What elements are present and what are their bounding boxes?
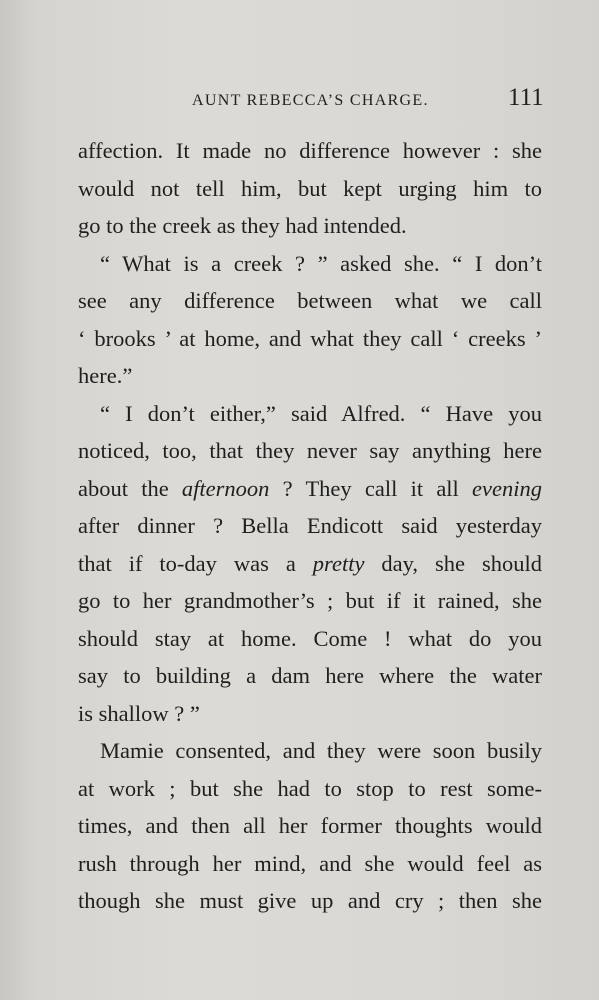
text-segment: go to the creek as they had intended. — [78, 213, 407, 238]
text-line — [78, 432, 542, 470]
text-line — [78, 170, 542, 208]
text-segment: ? They call it all — [269, 475, 473, 501]
running-head — [0, 84, 599, 118]
text-segment: ‘ brooks ’ at home, and what they call ‘ creeks ’ — [78, 325, 542, 351]
text-line — [78, 395, 542, 433]
text-segment: “ What is a creek ? ” asked she. “ I don’t — [100, 250, 542, 276]
body-text — [78, 132, 542, 920]
text-line — [78, 732, 542, 770]
text-segment: “ I don’t either,” said Alfred. “ Have you — [100, 400, 542, 426]
text-segment: Mamie consented, and they were soon busily — [100, 738, 542, 763]
text-line — [78, 545, 542, 583]
text-segment: here.” — [78, 363, 133, 388]
text-line — [78, 807, 542, 845]
text-segment: rush through her mind, and she would feel as — [78, 850, 542, 876]
text-segment: times, and then all her former thoughts would — [78, 813, 542, 838]
text-segment: noticed, too, that they never say anything here — [78, 438, 542, 463]
text-line — [78, 207, 542, 245]
text-line — [78, 245, 542, 283]
text-line — [78, 132, 542, 170]
running-title: AUNT REBECCA’S CHARGE. — [192, 92, 429, 109]
text-line — [78, 320, 542, 358]
text-line — [78, 620, 542, 658]
italic-word: afternoon — [181, 475, 270, 501]
text-line — [78, 695, 542, 733]
text-segment: after dinner ? Bella Endicott said yesterday — [78, 513, 542, 538]
text-segment: that if to-day was a — [78, 550, 313, 576]
text-segment: say to building a dam here where the water — [78, 663, 542, 688]
text-segment: is shallow ? ” — [78, 700, 200, 726]
text-line — [78, 845, 542, 883]
text-segment: see any difference between what we call — [78, 288, 542, 313]
text-line — [78, 470, 542, 508]
text-segment: go to her grandmother’s ; but if it rained, she — [78, 588, 542, 613]
page-number: 111 — [508, 84, 544, 111]
text-line — [78, 770, 542, 808]
italic-word: pretty — [312, 550, 365, 576]
text-segment: though she must give up and cry ; then she — [78, 888, 542, 913]
text-line — [78, 282, 542, 320]
text-segment: affection. It made no difference however : she — [78, 138, 542, 163]
italic-word: evening — [472, 475, 542, 501]
text-line — [78, 357, 542, 395]
text-segment: would not tell him, but kept urging him to — [78, 175, 542, 201]
text-segment: should stay at home. Come ! what do you — [78, 625, 542, 651]
text-segment: about the — [78, 475, 182, 501]
text-segment: at work ; but she had to stop to rest some- — [78, 775, 542, 801]
text-line — [78, 882, 542, 920]
text-line — [78, 507, 542, 545]
text-segment: day, she should — [364, 550, 542, 576]
text-line — [78, 582, 542, 620]
text-line — [78, 657, 542, 695]
